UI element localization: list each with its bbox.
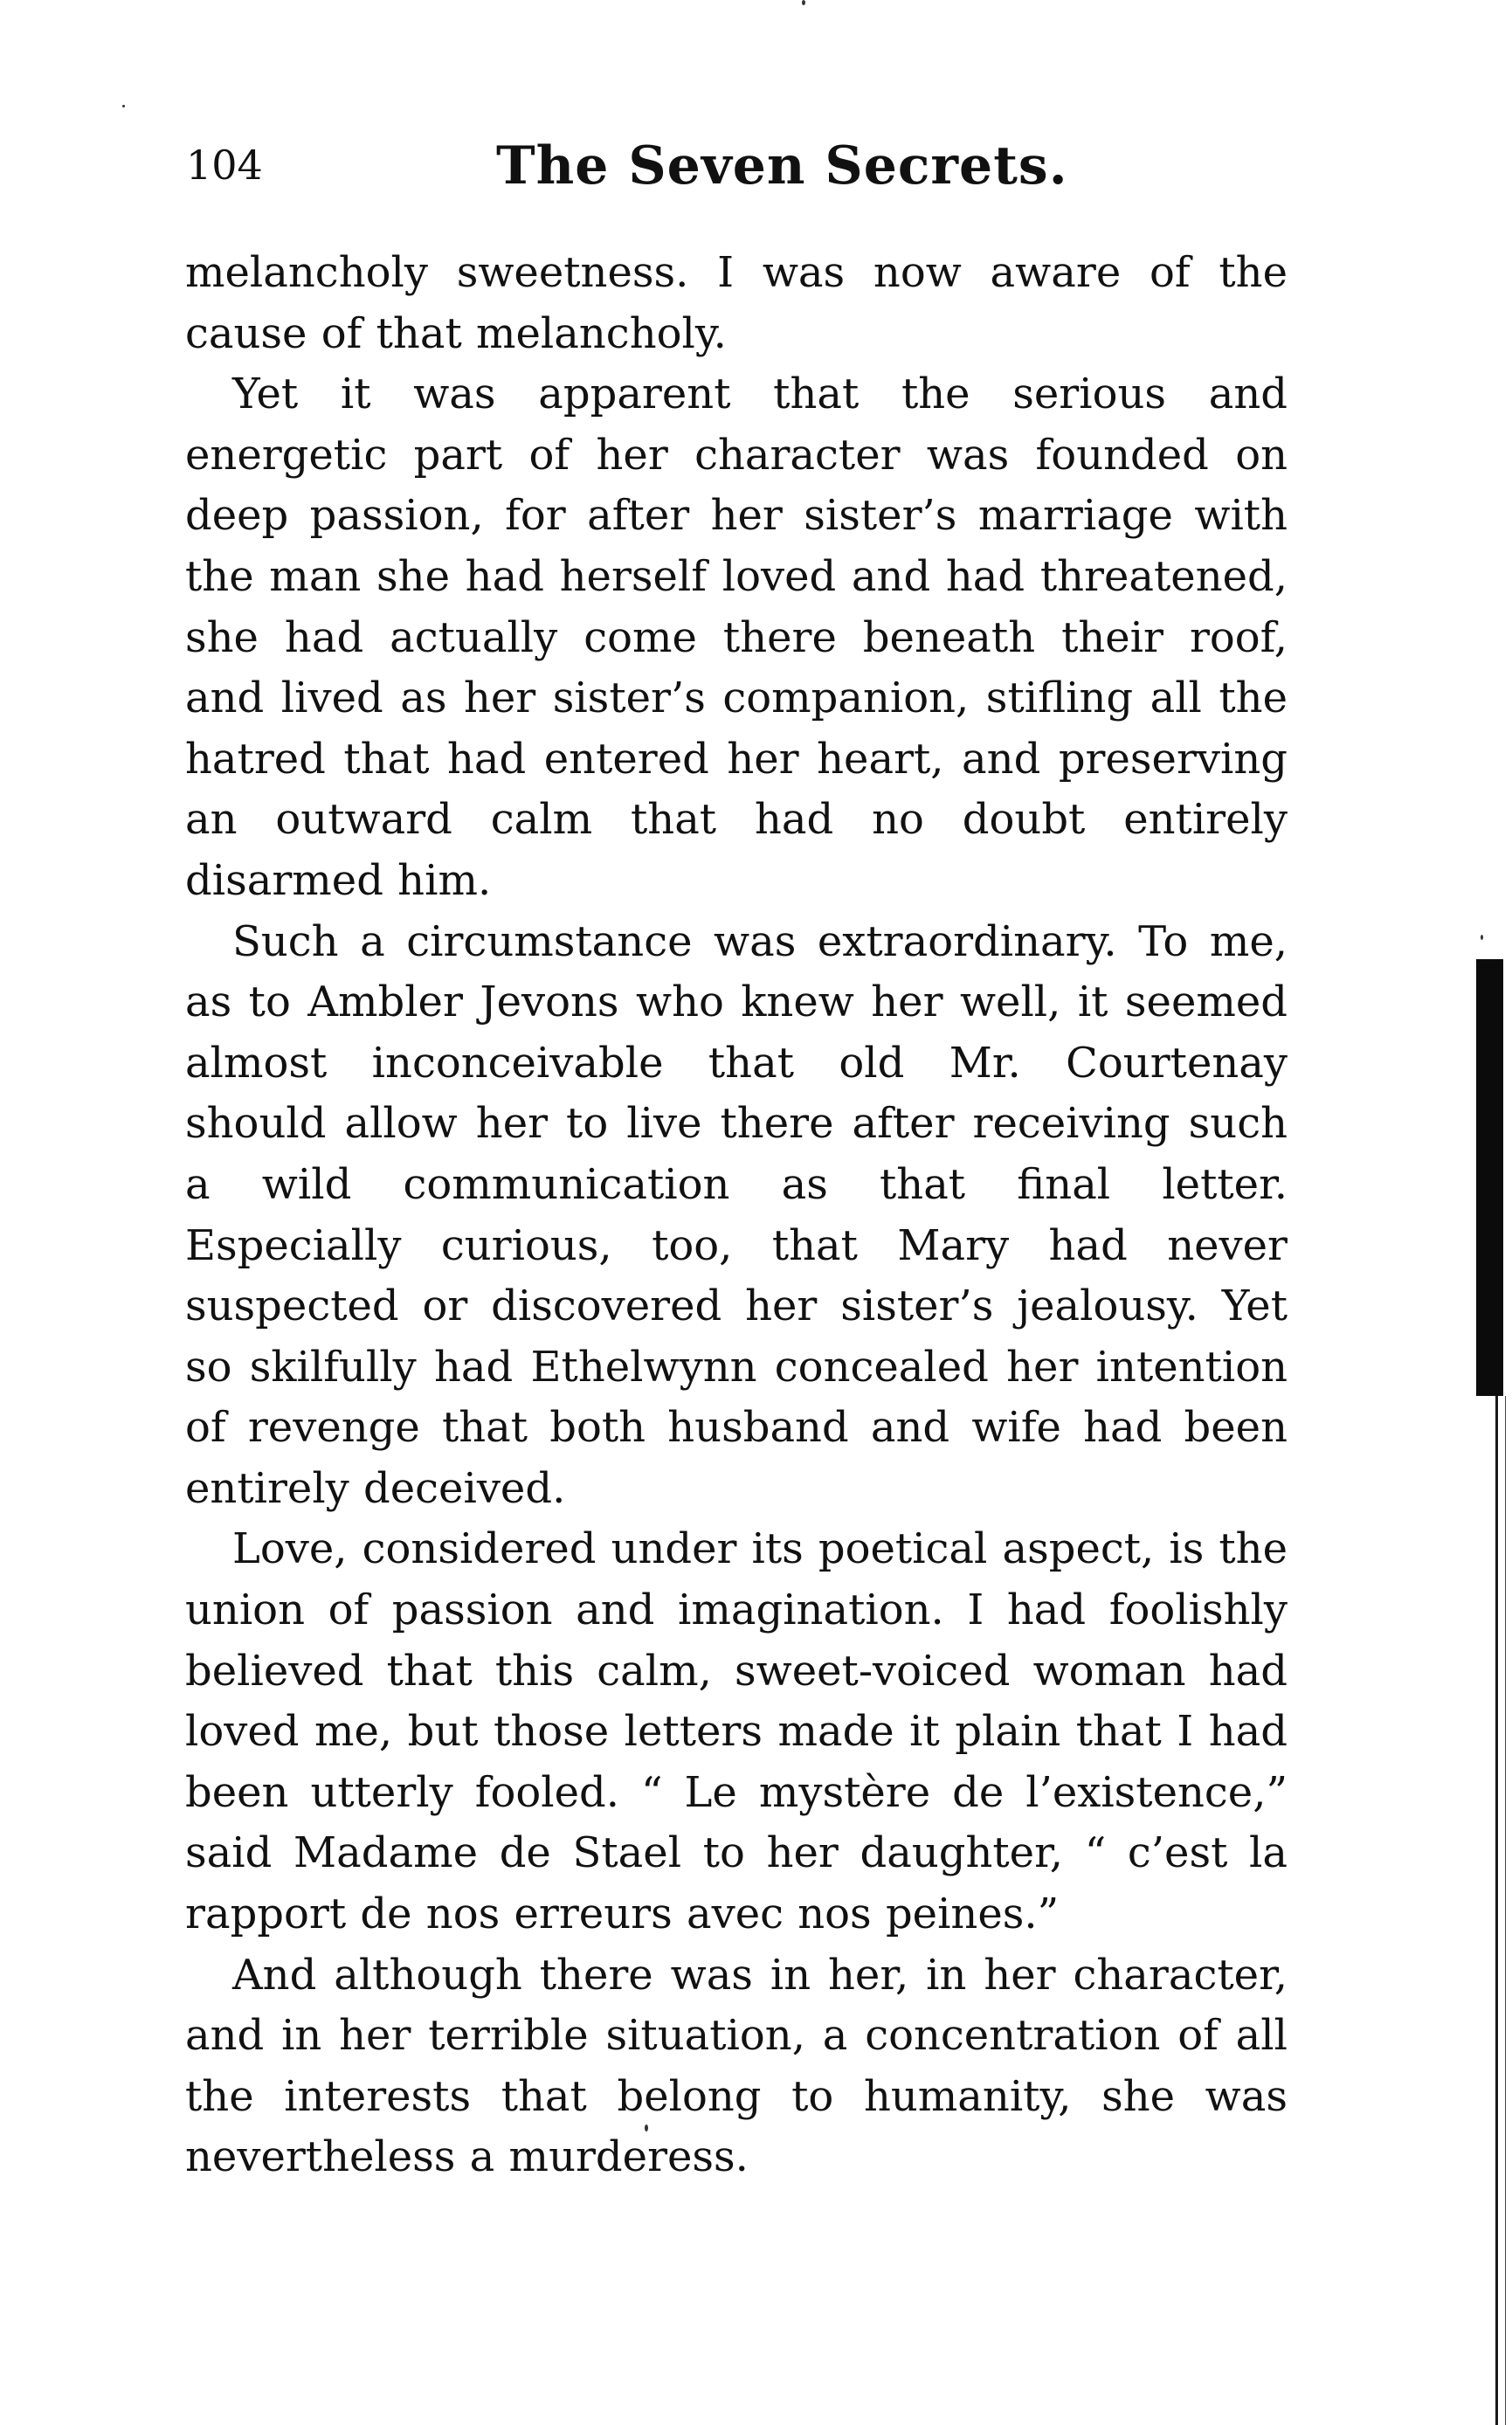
scan-speck <box>802 0 805 5</box>
paragraph: And although there was in her, in her character, and in her terrible situation, a concentration of all the interests that belong to humanity, she was nevertheless a murderess. <box>185 1950 1288 2182</box>
scan-edge-line <box>1495 1396 1498 2425</box>
scan-speck <box>122 105 125 107</box>
page-number: 104 <box>186 142 263 189</box>
paragraph: Love, considered under its poetical aspect, is the union of passion and imagination. I had foolishly believed that this calm, sweet-voiced woman had loved me, but those letters made it plain that I had been utterly fooled. “ Le mystère de l’existence,” said Madame de Stael to her daughter, “ c’est la rapport de nos erreurs avec nos peines.” <box>185 1524 1288 1939</box>
scan-edge-shadow <box>1476 959 1503 1396</box>
scan-speck <box>645 2124 648 2131</box>
scan-speck <box>1481 935 1483 940</box>
paragraph: melancholy sweetness. I was now aware of the cause of that melancholy. <box>185 248 1288 358</box>
page-body <box>185 243 1288 2188</box>
paragraph: Yet it was apparent that the serious and energetic part of her character was founded on deep passion, for after her sister’s marriage with the man she had herself loved and had threatened, she had actually come there beneath their roof, and lived as her sister’s companion, stifling all the hatred that had entered her heart, and preserving an outward calm that had no doubt entirely disarmed him. <box>185 370 1288 905</box>
scan-edge-line <box>1505 1396 1506 2425</box>
page-header <box>186 135 1287 218</box>
paragraph: Such a circumstance was extraordinary. To me, as to Ambler Jevons who knew her well, it seemed almost inconceivable that old Mr. Courtenay should allow her to live there after receiving such a wild communication as that final letter. Especially curious, too, that Mary had never suspected or discovered her sister’s jealousy. Yet so skilfully had Ethelwynn concealed her intention of revenge that both husband and wife had been entirely deceived. <box>185 916 1288 1513</box>
running-title: The Seven Secrets. <box>496 135 1068 197</box>
